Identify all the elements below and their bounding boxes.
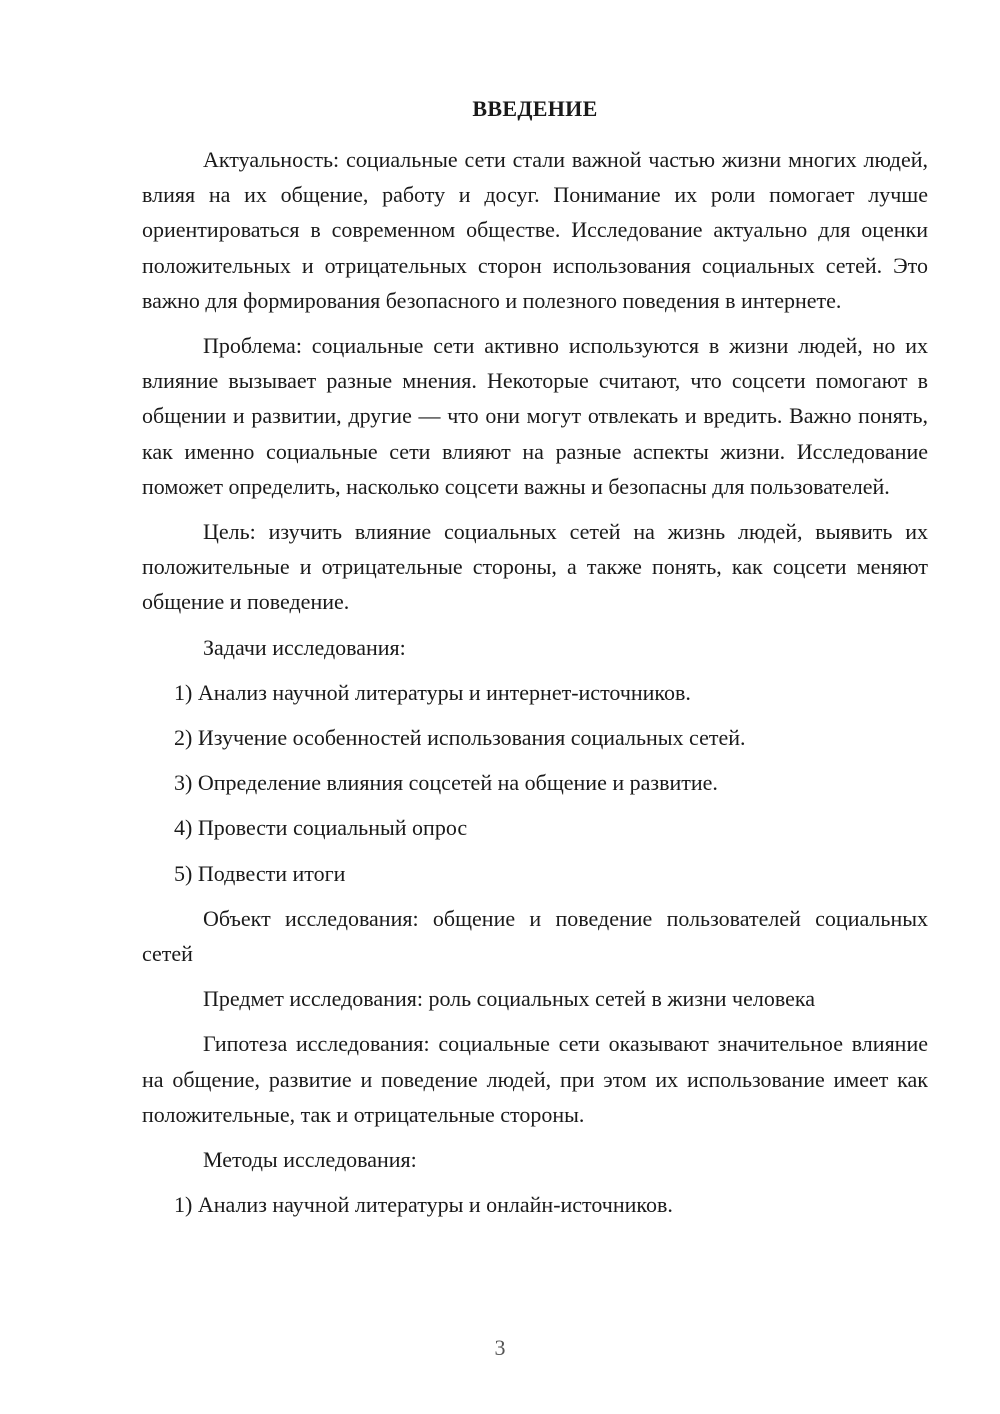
methods-title: Методы исследования:: [203, 1147, 417, 1173]
page-number: 3: [494, 1335, 506, 1360]
task-item: 3) Определение влияния соцсетей на общение и развитие.: [174, 770, 718, 796]
subject-paragraph: Предмет исследования: роль социальных сетей в жизни человека: [203, 986, 816, 1012]
object-paragraph: Объект исследования: общение и поведение пользователей социальных сетей: [142, 905, 928, 967]
task-item: 5) Подвести итоги: [174, 860, 346, 886]
hypothesis-paragraph: Гипотеза исследования: социальные сети оказывают значительное влияние на общение, развитие и поведение людей, при этом их использование имеет как положительные, так и отрицательные стороны.: [142, 1031, 928, 1127]
goal-paragraph: Цель: изучить влияние социальных сетей на жизнь людей, выявить их положительные и отрицательные стороны, а также понять, как соцсети меняют общение и поведение.: [142, 519, 928, 615]
document-body: [142, 142, 928, 1232]
method-item: 1) Анализ научной литературы и онлайн-источников.: [174, 1192, 673, 1218]
problem-paragraph: Проблема: социальные сети активно используются в жизни людей, но их влияние вызывает разные мнения. Некоторые считают, что соцсети помогают в общении и развитии, другие — что они могут отвлекать и вредить. Важно понять, как именно социальные сети влияют на разные аспекты жизни. Исследование поможет определить, насколько соцсети важны и безопасны для пользователей.: [142, 333, 928, 499]
tasks-title: Задачи исследования:: [203, 634, 406, 660]
task-item: 1) Анализ научной литературы и интернет-источников.: [174, 679, 691, 705]
relevance-paragraph: Актуальность: социальные сети стали важной частью жизни многих людей, влияя на их общение, работу и досуг. Понимание их роли помогает лучше ориентироваться в современном обществе. Исследование актуально для оценки положительных и отрицательных сторон использования социальных сетей. Это важно для формирования безопасного и полезного поведения в интернете.: [142, 147, 928, 313]
section-heading: ВВЕДЕНИЕ: [472, 96, 598, 121]
task-item: 4) Провести социальный опрос: [174, 815, 468, 841]
task-item: 2) Изучение особенностей использования социальных сетей.: [174, 725, 746, 751]
